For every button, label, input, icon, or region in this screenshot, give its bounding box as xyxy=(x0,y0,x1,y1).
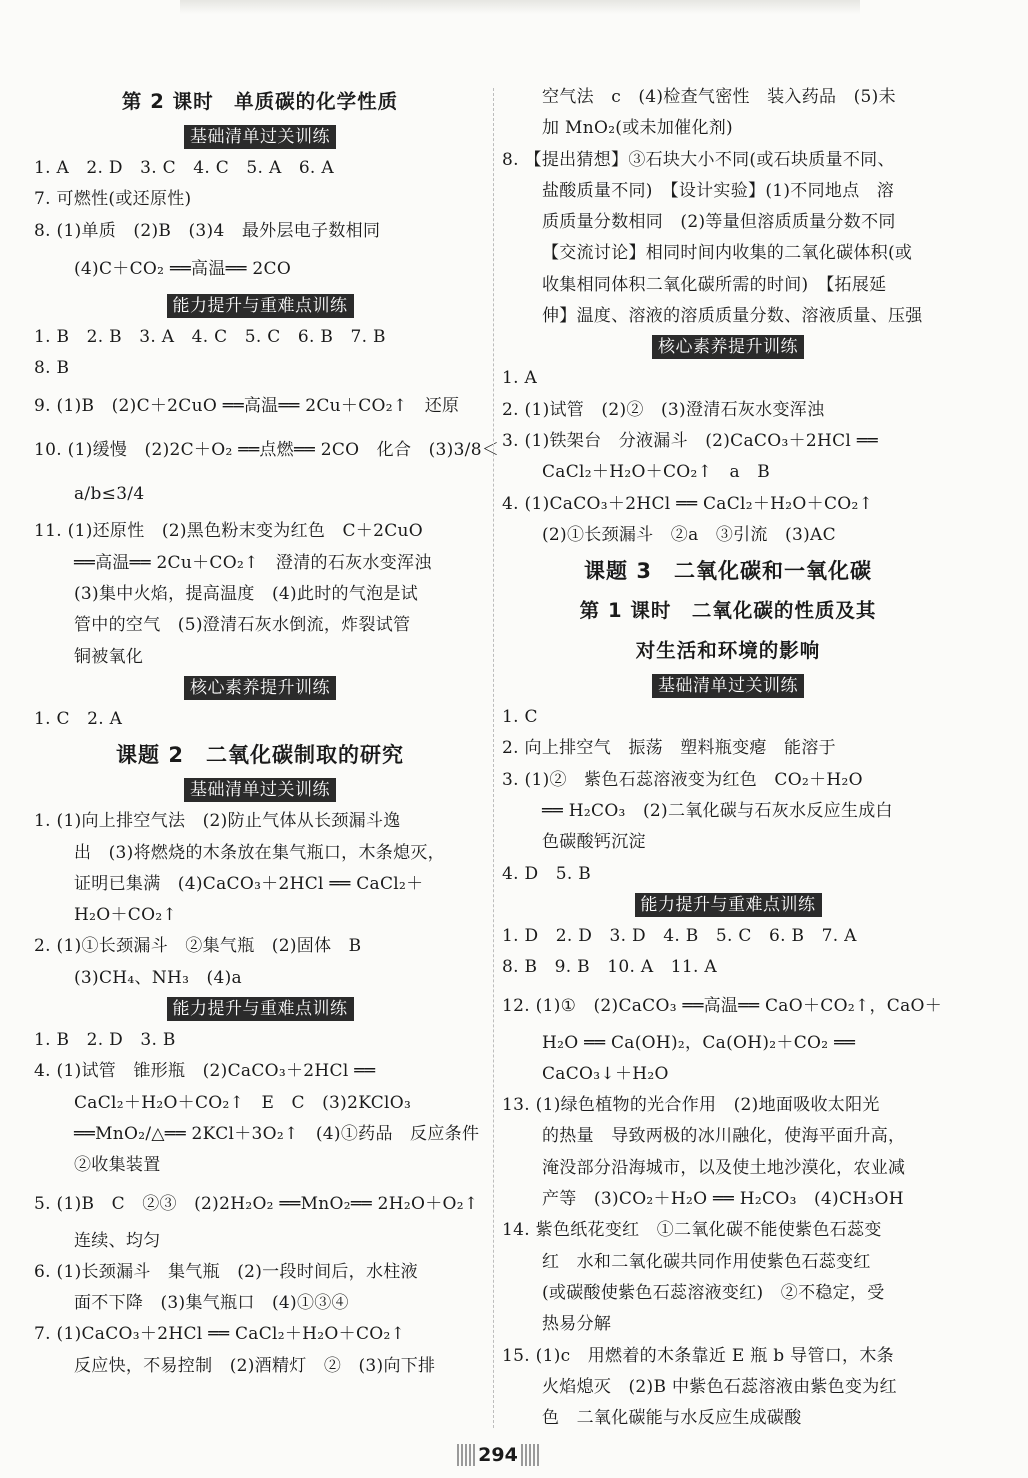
page-number-stripes-right xyxy=(521,1444,539,1466)
answer-continuation: ②收集装置 xyxy=(74,1155,161,1176)
answer-continuation: ══高温══ 2Cu＋CO₂↑ 澄清的石灰水变浑浊 xyxy=(74,552,432,573)
lesson-heading: 第 2 课时 单质碳的化学性质 xyxy=(121,90,399,113)
answer-continuation: (或碳酸使紫色石蕊溶液变红) ②不稳定，受 xyxy=(542,1282,885,1303)
lesson-heading: 对生活和环境的影响 xyxy=(635,639,821,663)
answer-line: 1. C xyxy=(502,707,538,728)
answer-line: 8. B xyxy=(34,358,70,379)
section-bar xyxy=(502,332,954,363)
answer-continuation: 红 水和二氧化碳共同作用使紫色石蕊变红 xyxy=(542,1251,871,1272)
answer-line: 1. B 2. B 3. A 4. C 5. C 6. B 7. B xyxy=(34,326,386,347)
section-bar xyxy=(34,775,486,806)
answer-continuation: 质质量分数相同 (2)等量但溶质质量分数不同 xyxy=(542,212,896,233)
answer-continuation: 证明已集满 (4)CaCO₃＋2HCl ══ CaCl₂＋ xyxy=(74,873,424,894)
answer-continuation: 伸】温度、溶液的溶质质量分数、溶液质量、压强 xyxy=(542,306,923,327)
section-bar-label: 基础清单过关训练 xyxy=(184,125,336,149)
answer-continuation: 铜被氧化 xyxy=(74,646,144,667)
answer-line: 3. (1)② 紫色石蕊溶液变为红色 CO₂＋H₂O xyxy=(502,769,863,790)
section-bar-label: 能力提升与重难点训练 xyxy=(167,997,354,1021)
answer-continuation: 色碳酸钙沉淀 xyxy=(542,832,646,853)
section-bar xyxy=(34,122,486,153)
section-bar xyxy=(502,671,954,702)
answer-continuation: 盐酸质量不同) 【设计实验】(1)不同地点 溶 xyxy=(542,180,895,201)
answer-line: 8. B 9. B 10. A 11. A xyxy=(502,957,717,978)
scan-edge xyxy=(180,0,860,14)
section-bar xyxy=(34,291,486,322)
answer-line: 5. (1)B C ②③ (2)2H₂O₂ ══MnO₂══ 2H₂O＋O₂↑ xyxy=(34,1193,479,1214)
answer-line: 4. (1)试管 锥形瓶 (2)CaCO₃＋2HCl ══ xyxy=(34,1061,376,1082)
topic-heading: 课题 2 二氧化碳制取的研究 xyxy=(116,743,404,768)
answer-continuation: 加 MnO₂(或未加催化剂) xyxy=(542,118,733,139)
answer-continuation: (4)C＋CO₂ ══高温══ 2CO xyxy=(74,258,292,279)
column-divider xyxy=(493,88,494,1428)
answer-line: 8. (1)单质 (2)B (3)4 最外层电子数相同 xyxy=(34,220,381,241)
answer-continuation: CaCl₂＋H₂O＋CO₂↑ E C (3)2KClO₃ xyxy=(74,1092,412,1113)
answer-continuation: 反应快，不易控制 (2)酒精灯 ② (3)向下排 xyxy=(74,1355,436,1376)
answer-continuation: 收集相同体积二氧化碳所需的时间) 【拓展延 xyxy=(542,274,887,295)
answer-continuation: H₂O＋CO₂↑ xyxy=(74,905,177,926)
answer-continuation: a/b≤3/4 xyxy=(74,484,145,505)
answer-continuation: 产等 (3)CO₂＋H₂O ══ H₂CO₃ (4)CH₃OH xyxy=(542,1189,904,1210)
answer-continuation: H₂O ══ Ca(OH)₂，Ca(OH)₂＋CO₂ ══ xyxy=(542,1032,856,1053)
answer-continuation: (2)①长颈漏斗 ②a ③引流 (3)AC xyxy=(542,524,836,545)
answer-continuation: 出 (3)将燃烧的木条放在集气瓶口，木条熄灭， xyxy=(74,842,445,863)
answer-continuation: 淹没部分沿海城市，以及使土地沙漠化，农业减 xyxy=(542,1157,906,1178)
answer-continuation: (3)集中火焰，提高温度 (4)此时的气泡是试 xyxy=(74,584,419,605)
answer-line: 1. A xyxy=(502,368,538,389)
answer-line: 12. (1)① (2)CaCO₃ ══高温══ CaO＋CO₂↑，CaO＋ xyxy=(502,995,943,1016)
answer-continuation: 面不下降 (3)集气瓶口 (4)①③④ xyxy=(74,1293,349,1314)
section-bar-label: 核心素养提升训练 xyxy=(652,335,804,359)
answer-line: 14. 紫色纸花变红 ①二氧化碳不能使紫色石蕊变 xyxy=(502,1220,882,1241)
answer-line: 9. (1)B (2)C＋2CuO ══高温══ 2Cu＋CO₂↑ 还原 xyxy=(34,396,460,417)
answer-line: 4. D 5. B xyxy=(502,863,592,884)
answer-continuation: ══ H₂CO₃ (2)二氧化碳与石灰水反应生成白 xyxy=(542,801,893,822)
topic-heading: 课题 3 二氧化碳和一氧化碳 xyxy=(584,559,872,584)
page-number xyxy=(455,1440,541,1470)
answer-line: 2. (1)①长颈漏斗 ②集气瓶 (2)固体 B xyxy=(34,936,362,957)
page-number-text: 294 xyxy=(478,1444,518,1466)
answer-continuation: 火焰熄灭 (2)B 中紫色石蕊溶液由紫色变为红 xyxy=(542,1376,897,1397)
answer-line: 13. (1)绿色植物的光合作用 (2)地面吸收太阳光 xyxy=(502,1095,880,1116)
section-bar xyxy=(502,890,954,921)
answer-continuation: 色 二氧化碳能与水反应生成碳酸 xyxy=(542,1408,802,1429)
answer-continuation: CaCl₂＋H₂O＋CO₂↑ a B xyxy=(542,462,771,483)
answer-line: 15. (1)c 用燃着的木条靠近 E 瓶 b 导管口，木条 xyxy=(502,1345,894,1366)
answer-continuation: 空气法 c (4)检查气密性 装入药品 (5)未 xyxy=(542,87,896,107)
right-column xyxy=(502,82,954,1434)
answer-line: 7. (1)CaCO₃＋2HCl ══ CaCl₂＋H₂O＋CO₂↑ xyxy=(34,1324,406,1345)
left-column xyxy=(34,82,500,1382)
answer-line: 2. (1)试管 (2)② (3)澄清石灰水变浑浊 xyxy=(502,399,825,420)
page-number-stripes-left xyxy=(457,1444,475,1466)
section-bar xyxy=(34,994,486,1025)
answer-line: 3. (1)铁架台 分液漏斗 (2)CaCO₃＋2HCl ══ xyxy=(502,430,878,451)
answer-line: 7. 可燃性(或还原性) xyxy=(34,189,192,210)
answer-line: 6. (1)长颈漏斗 集气瓶 (2)一段时间后，水柱液 xyxy=(34,1261,418,1282)
answer-continuation: 连续、均匀 xyxy=(74,1230,161,1251)
answer-line: 1. B 2. D 3. B xyxy=(34,1030,176,1051)
section-bar-label: 能力提升与重难点训练 xyxy=(635,893,822,917)
answer-line: 11. (1)还原性 (2)黑色粉末变为红色 C＋2CuO xyxy=(34,521,424,542)
answer-line: 1. A 2. D 3. C 4. C 5. A 6. A xyxy=(34,158,334,178)
section-bar xyxy=(34,673,486,704)
answer-line: 1. C 2. A xyxy=(34,708,123,729)
lesson-heading: 第 1 课时 二氧化碳的性质及其 xyxy=(579,599,877,623)
answer-line: 2. 向上排空气 振荡 塑料瓶变瘪 能溶于 xyxy=(502,738,836,759)
answer-continuation: 的热量 导致两极的冰川融化，使海平面升高， xyxy=(542,1126,906,1147)
section-bar-label: 基础清单过关训练 xyxy=(184,778,336,802)
answer-line: 4. (1)CaCO₃＋2HCl ══ CaCl₂＋H₂O＋CO₂↑ xyxy=(502,493,874,514)
answer-continuation: (3)CH₄、NH₃ (4)a xyxy=(74,967,242,988)
section-bar-label: 能力提升与重难点训练 xyxy=(167,294,354,318)
answer-line: 8. 【提出猜想】③石块大小不同(或石块质量不同、 xyxy=(502,149,895,170)
answer-continuation: 【交流讨论】相同时间内收集的二氧化碳体积(或 xyxy=(542,243,913,264)
answer-line: 1. (1)向上排空气法 (2)防止气体从长颈漏斗逸 xyxy=(34,811,401,832)
answer-continuation: CaCO₃↓＋H₂O xyxy=(542,1063,669,1084)
answer-continuation: 管中的空气 (5)澄清石灰水倒流，炸裂试管 xyxy=(74,615,411,636)
answer-continuation: 热易分解 xyxy=(542,1314,612,1335)
answer-continuation: ══MnO₂/△══ 2KCl＋3O₂↑ (4)①药品 反应条件 xyxy=(74,1123,480,1144)
answer-line: 1. D 2. D 3. D 4. B 5. C 6. B 7. A xyxy=(502,925,857,946)
section-bar-label: 核心素养提升训练 xyxy=(184,676,336,700)
section-bar-label: 基础清单过关训练 xyxy=(652,674,804,698)
answer-line: 10. (1)缓慢 (2)2C＋O₂ ══点燃══ 2CO 化合 (3)3/8＜ xyxy=(34,440,500,461)
